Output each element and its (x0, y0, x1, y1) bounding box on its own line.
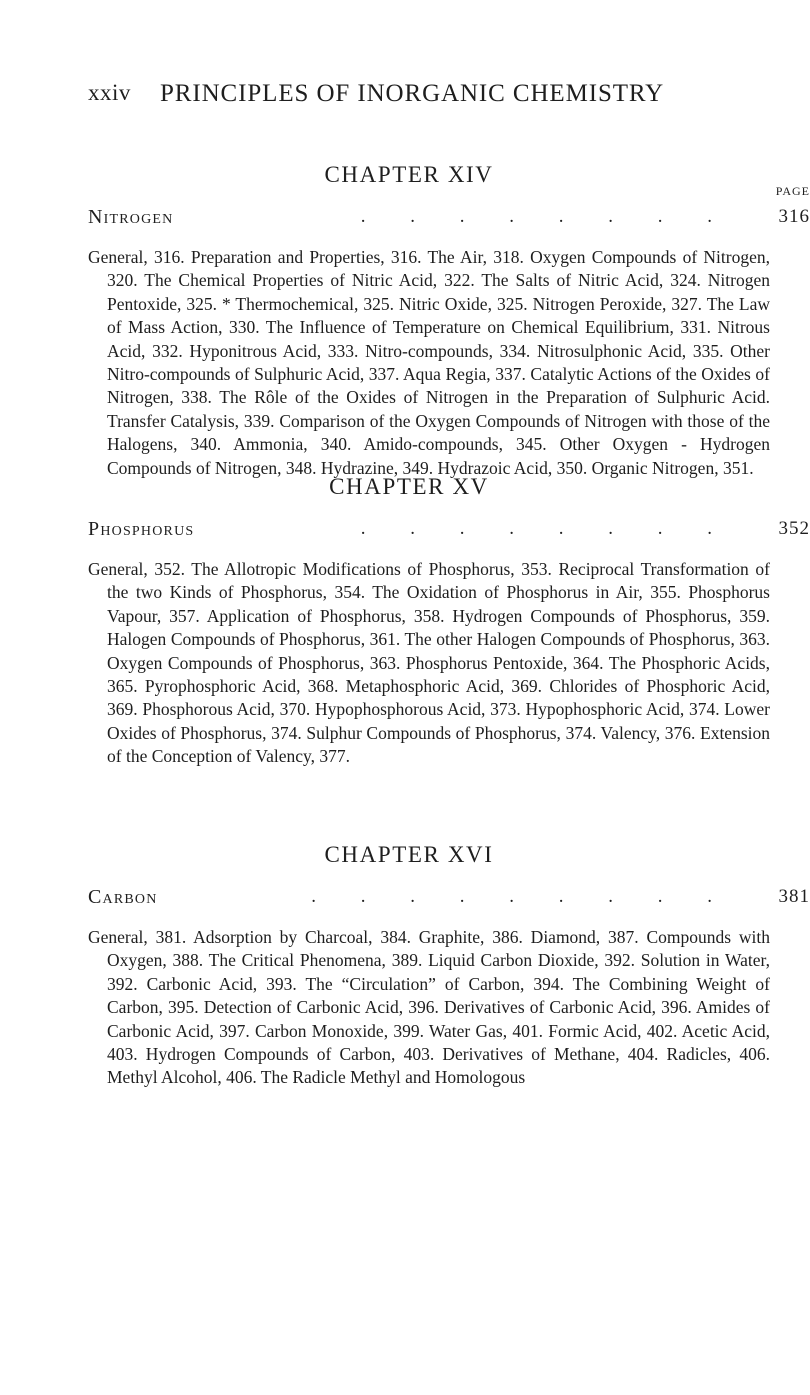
dot-leaders: . . . . . . . . (360, 206, 732, 227)
chapter-heading: CHAPTER XIV (324, 162, 494, 187)
contents-entry (88, 184, 810, 236)
page-number: 316 (778, 206, 810, 227)
chapter-summary: General, 352. The Allotropic Modifications of Phosphorus, 353. Reciprocal Transformation of the two Kinds of Phosphorus, 354. The Oxidation of Phosphorus in Air, 355. Phosphorus Vapour, 357. Application of Phosphorus, 358. Hydrogen Compounds of Phosphorus, 359. Halogen Compounds of Phosphorus, 361. The other Halogen Compounds of Phosphorus, 363. Oxygen Compounds of Phosphorus, 363. Phosphorus Pentoxide, 364. The Phosphoric Acids, 365. Pyrophosphoric Acid, 368. Metaphosphoric Acid, 369. Chlorides of Phosphoric Acid, 369. Phosphorous Acid, 370. Hypophosphorous Acid, 373. Hypophosphoric Acid, 374. Lower Oxides of Phosphorus, 374. Sulphur Compounds of Phosphorus, 374. Valency, 376. Extension of the Conception of Valency, 377. (88, 559, 770, 767)
page-column-label: PAGE (775, 184, 810, 198)
book-title: PRINCIPLES OF INORGANIC CHEMISTRY (160, 80, 665, 107)
chapter-xiv (88, 162, 810, 480)
chapter-subject: Carbon (88, 886, 158, 908)
chapter-subject: Nitrogen (88, 206, 174, 228)
chapter-heading: CHAPTER XV (329, 474, 489, 499)
running-head (88, 80, 728, 114)
chapter-xv (88, 474, 810, 769)
page-folio: xxiv (88, 80, 131, 105)
chapter-subject: Phosphorus (88, 518, 195, 540)
contents-entry (88, 886, 810, 916)
dot-leaders: . . . . . . . . . (311, 886, 732, 907)
contents-entry (88, 518, 810, 548)
chapter-summary: General, 316. Preparation and Properties, 316. The Air, 318. Oxygen Compounds of Nitrogen, 320. The Chemical Properties of Nitric Acid, 322. The Salts of Nitric Acid, 324. Nitrogen Pentoxide, 325. * Thermochemical, 325. Nitric Oxide, 325. Nitrogen Peroxide, 327. The Law of Mass Action, 330. The Influence of Temperature on Chemical Equilibrium, 331. Nitrous Acid, 332. Hyponitrous Acid, 333. Nitro-compounds, 334. Nitrosulphonic Acid, 335. Other Nitro-compounds of Sulphuric Acid, 337. Aqua Regia, 337. Catalytic Actions of the Oxides of Nitrogen, 338. The Rôle of the Oxides of Nitrogen in the Preparation of Sulphuric Acid. Transfer Catalysis, 339. Comparison of the Oxygen Compounds of Nitrogen with those of the Halogens, 340. Ammonia, 340. Amido-compounds, 345. Other Oxygen - Hydrogen Compounds of Nitrogen, 348. Hydrazine, 349. Hydrazoic Acid, 350. Organic Nitrogen, 351. (88, 247, 770, 478)
dot-leaders: . . . . . . . . (360, 518, 732, 539)
chapter-summary: General, 381. Adsorption by Charcoal, 384. Graphite, 386. Diamond, 387. Compounds with Oxygen, 388. The Critical Phenomena, 389. Liquid Carbon Dioxide, 392. Solution in Water, 392. Carbonic Acid, 393. The “Circulation” of Carbon, 394. The Combining Weight of Carbon, 395. Detection of Carbonic Acid, 396. Derivatives of Carbonic Acid, 396. Amides of Carbonic Acid, 397. Carbon Monoxide, 399. Water Gas, 401. Formic Acid, 402. Acetic Acid, 403. Hydrogen Compounds of Carbon, 403. Derivatives of Methane, 404. Radicles, 406. Methyl Alcohol, 406. The Radicle Methyl and Homologous (88, 927, 770, 1088)
page-number: 381 (778, 886, 810, 907)
chapter-heading: CHAPTER XVI (324, 842, 494, 867)
chapter-xvi (88, 842, 810, 1090)
page-number: 352 (778, 518, 810, 539)
